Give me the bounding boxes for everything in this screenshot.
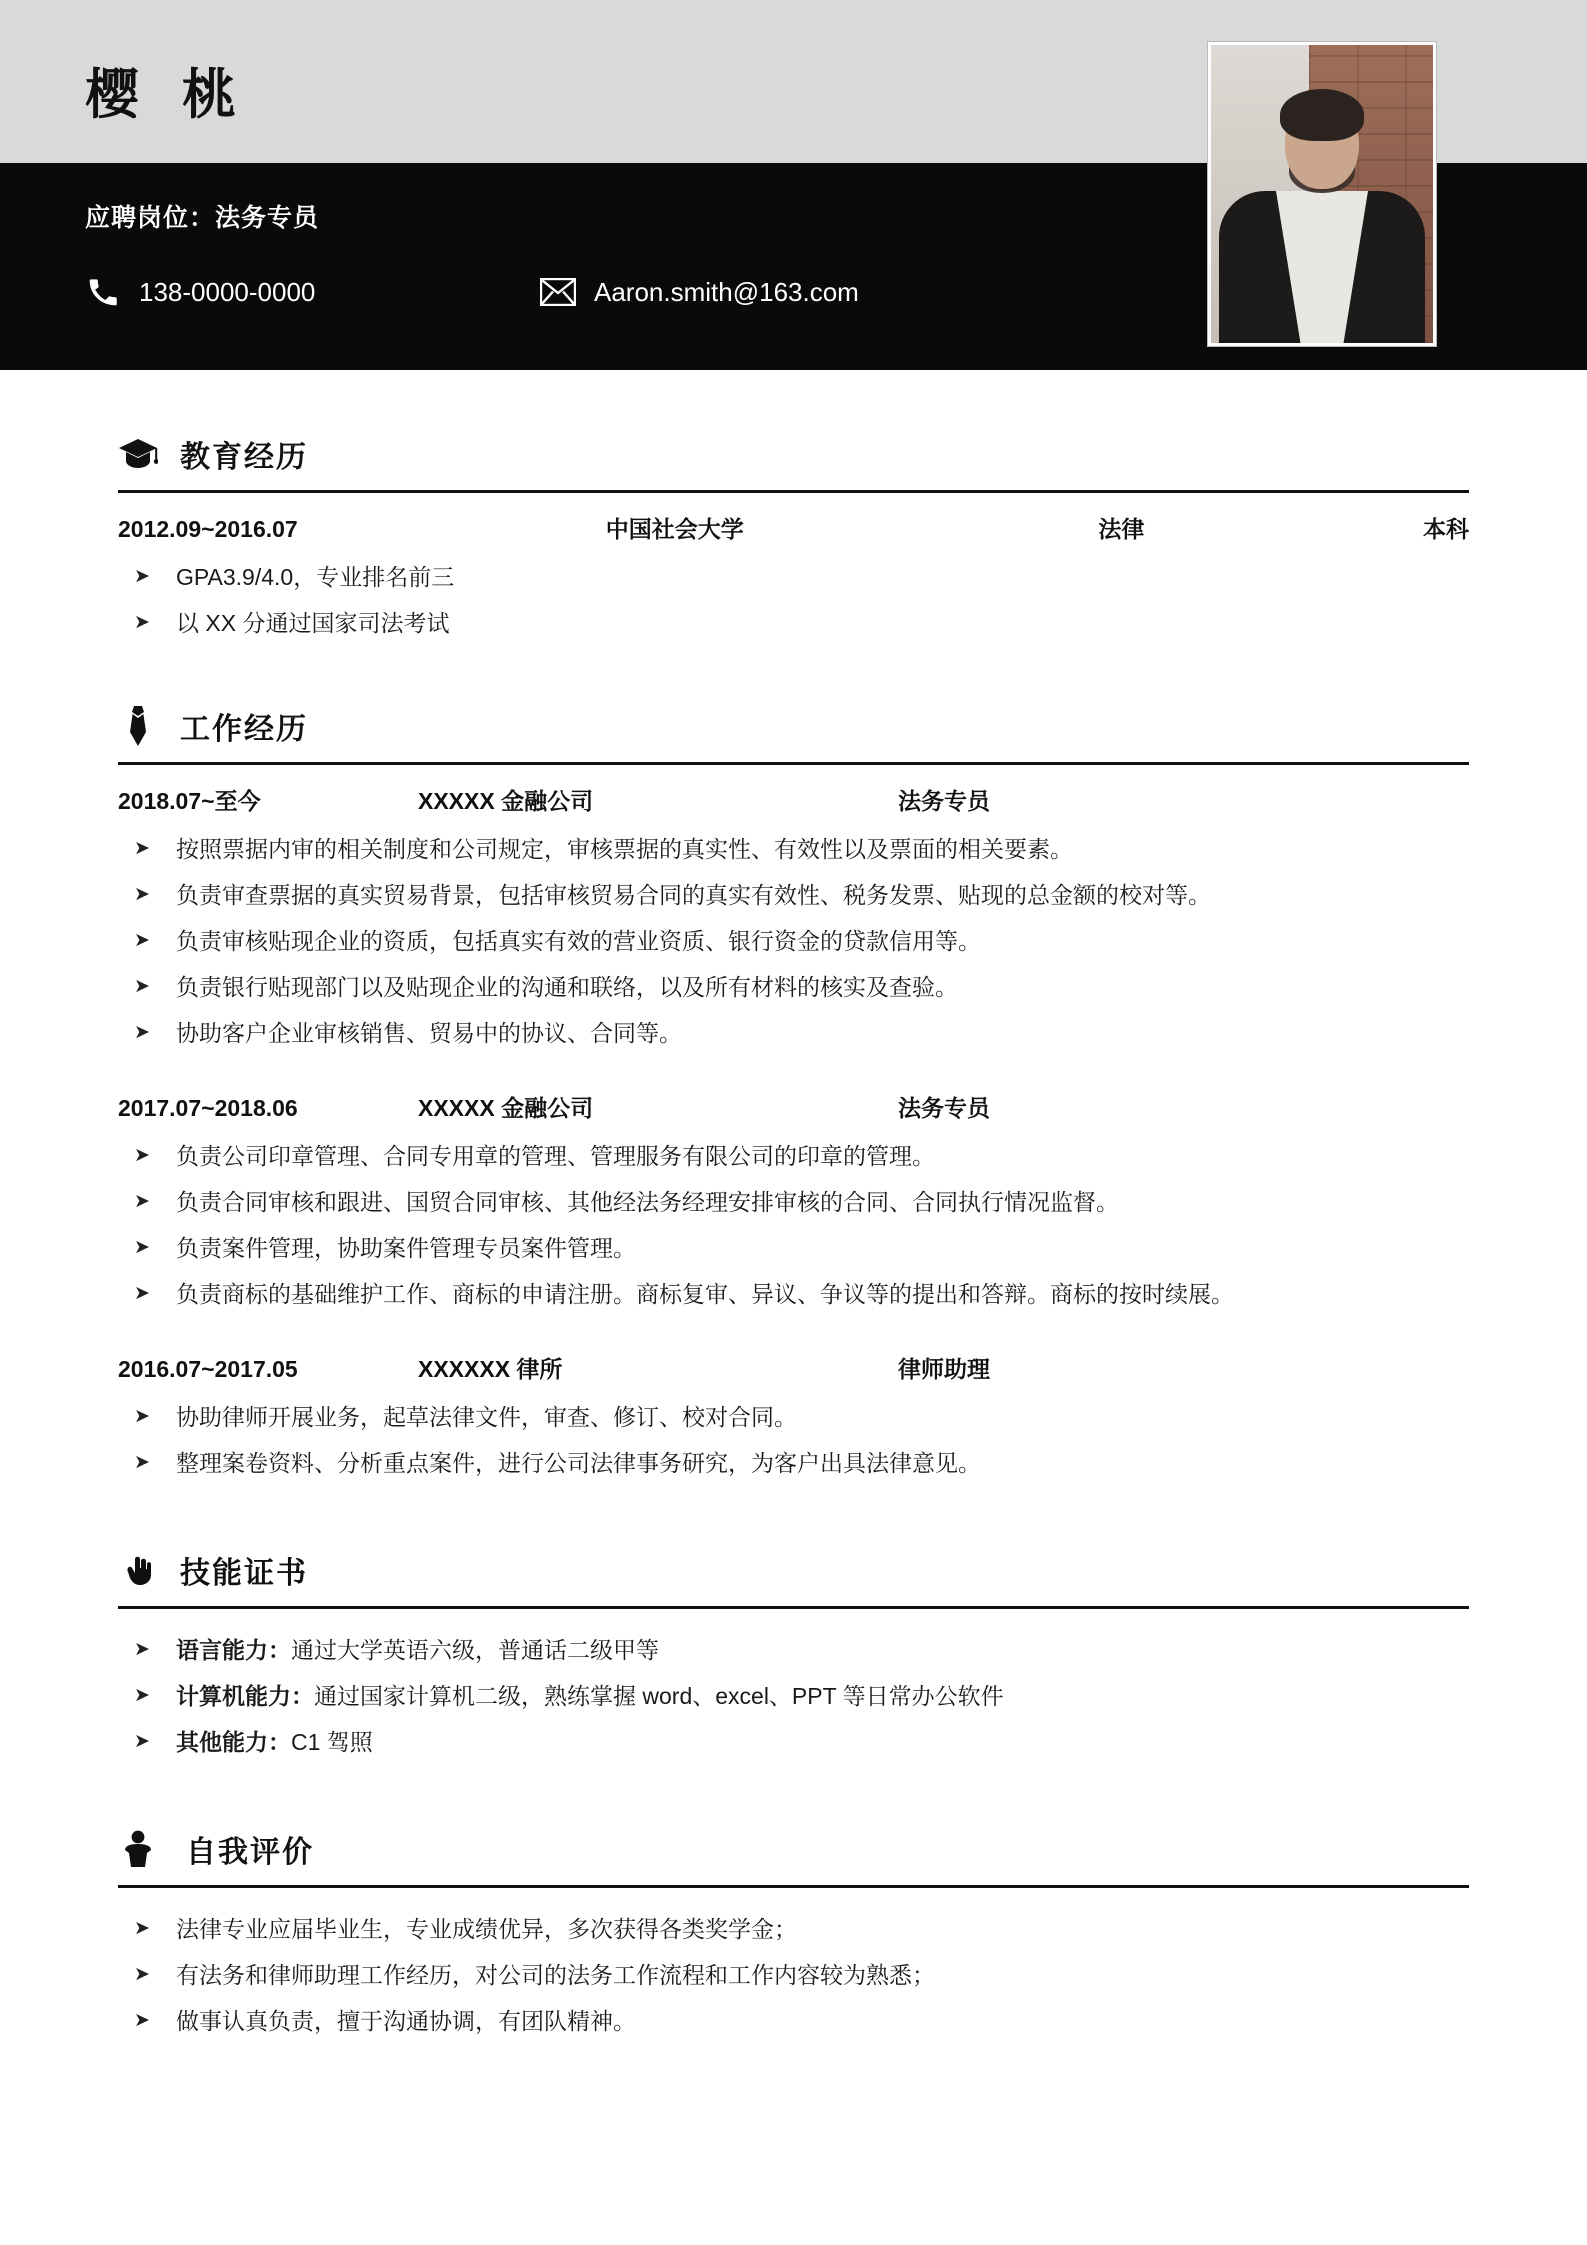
work-title: 工作经历: [180, 713, 308, 746]
hand-write-icon: [118, 1550, 158, 1590]
candidate-name: 樱 桃: [85, 65, 251, 125]
list-item: ➤ 负责公司印章管理、合同专用章的管理、管理服务有限公司的印章的管理。: [118, 1133, 1469, 1179]
photo-person-hair: [1280, 89, 1364, 141]
skill-text: 通过大学英语六级，普通话二级甲等: [291, 1637, 659, 1663]
self-evaluation-rule: [118, 1885, 1469, 1888]
list-item: [118, 1719, 1469, 1765]
education-major: 法律: [1098, 516, 1145, 542]
education-degree: 本科: [1423, 516, 1469, 542]
profile-photo: [1208, 42, 1436, 346]
work-date: 2018.07~至今: [118, 788, 261, 814]
work-date: 2017.07~2018.06: [118, 1095, 298, 1121]
envelope-icon: [540, 275, 576, 309]
list-item: ➤ 负责银行贴现部门以及贴现企业的沟通和联络，以及所有材料的核实及查验。: [118, 964, 1469, 1010]
work-heading: [118, 704, 1469, 748]
resume-header: [0, 0, 1587, 370]
contact-email[interactable]: [540, 275, 859, 309]
section-work: [118, 704, 1469, 1486]
photo-background: [1211, 45, 1433, 343]
skill-label: 计算机能力：: [176, 1683, 314, 1709]
list-item: ➤ 做事认真负责，擅于沟通协调，有团队精神。: [118, 1998, 1469, 2044]
list-item: [118, 1627, 1469, 1673]
work-role: 律师助理: [898, 1356, 990, 1382]
list-item: [118, 1673, 1469, 1719]
education-title: 教育经历: [180, 441, 308, 474]
list-item: ➤ 负责审查票据的真实贸易背景，包括审核贸易合同的真实有效性、税务发票、贴现的总金额的校对等。: [118, 872, 1469, 918]
education-rule: [118, 490, 1469, 493]
resume-body: [0, 432, 1587, 2044]
list-item: ➤ 以 XX 分通过国家司法考试: [118, 600, 1469, 646]
education-date: 2012.09~2016.07: [118, 516, 298, 542]
work-bullets: [118, 826, 1469, 1056]
phone-number: 138-0000-0000: [139, 276, 316, 307]
list-item: ➤ 按照票据内审的相关制度和公司规定，审核票据的真实性、有效性以及票面的相关要素。: [118, 826, 1469, 872]
work-entry-row: [118, 1090, 1469, 1123]
work-role: 法务专员: [898, 788, 990, 814]
list-item: ➤ 负责审核贴现企业的资质，包括真实有效的营业资质、银行资金的贷款信用等。: [118, 918, 1469, 964]
contact-row: [85, 275, 1185, 323]
contact-phone[interactable]: [85, 275, 315, 309]
person-icon: [118, 1829, 158, 1869]
list-item: ➤ 负责商标的基础维护工作、商标的申请注册。商标复审、异议、争议等的提出和答辩。商标的按时续展。: [118, 1271, 1469, 1317]
education-bullets: [118, 554, 1469, 646]
list-item: ➤ 负责案件管理，协助案件管理专员案件管理。: [118, 1225, 1469, 1271]
list-item: ➤ 有法务和律师助理工作经历，对公司的法务工作流程和工作内容较为熟悉；: [118, 1952, 1469, 1998]
section-education: [118, 432, 1469, 646]
skill-text: 通过国家计算机二级，熟练掌握 word、excel、PPT 等日常办公软件: [314, 1683, 1004, 1709]
skill-label: 其他能力：: [176, 1729, 291, 1755]
section-skills: [118, 1548, 1469, 1765]
list-item: ➤ GPA3.9/4.0，专业排名前三: [118, 554, 1469, 600]
skills-title: 技能证书: [180, 1557, 308, 1590]
work-entry-row: [118, 1351, 1469, 1384]
self-evaluation-title: 自我评价: [186, 1836, 314, 1869]
work-role: 法务专员: [898, 1095, 990, 1121]
work-bullets: [118, 1394, 1469, 1486]
list-item: ➤ 整理案卷资料、分析重点案件，进行公司法律事务研究，为客户出具法律意见。: [118, 1440, 1469, 1486]
section-self-evaluation: [118, 1827, 1469, 2044]
skills-list: [118, 1627, 1469, 1765]
applied-position: 应聘岗位：法务专员: [85, 204, 320, 232]
education-entry-row: [118, 511, 1469, 544]
list-item: ➤ 协助律师开展业务，起草法律文件，审查、修订、校对合同。: [118, 1394, 1469, 1440]
work-entry-row: [118, 783, 1469, 816]
work-rule: [118, 762, 1469, 765]
list-item: ➤ 协助客户企业审核销售、贸易中的协议、合同等。: [118, 1010, 1469, 1056]
self-evaluation-heading: [118, 1827, 1469, 1871]
skill-text: C1 驾照: [291, 1729, 373, 1755]
work-date: 2016.07~2017.05: [118, 1356, 298, 1382]
skills-heading: [118, 1548, 1469, 1592]
education-school: 中国社会大学: [605, 516, 744, 542]
work-company: XXXXX 金融公司: [418, 788, 594, 814]
education-heading: [118, 432, 1469, 476]
skills-rule: [118, 1606, 1469, 1609]
graduation-cap-icon: [118, 434, 158, 474]
list-item: ➤ 负责合同审核和跟进、国贸合同审核、其他经法务经理安排审核的合同、合同执行情况监督。: [118, 1179, 1469, 1225]
work-company: XXXXX 金融公司: [418, 1095, 594, 1121]
work-company: XXXXXX 律所: [418, 1356, 563, 1382]
email-address: Aaron.smith@163.com: [594, 276, 859, 307]
list-item: ➤ 法律专业应届毕业生，专业成绩优异，多次获得各类奖学金；: [118, 1906, 1469, 1952]
necktie-icon: [118, 706, 158, 746]
work-bullets: [118, 1133, 1469, 1317]
skill-label: 语言能力：: [176, 1637, 291, 1663]
phone-icon: [85, 275, 121, 309]
self-evaluation-bullets: [118, 1906, 1469, 2044]
